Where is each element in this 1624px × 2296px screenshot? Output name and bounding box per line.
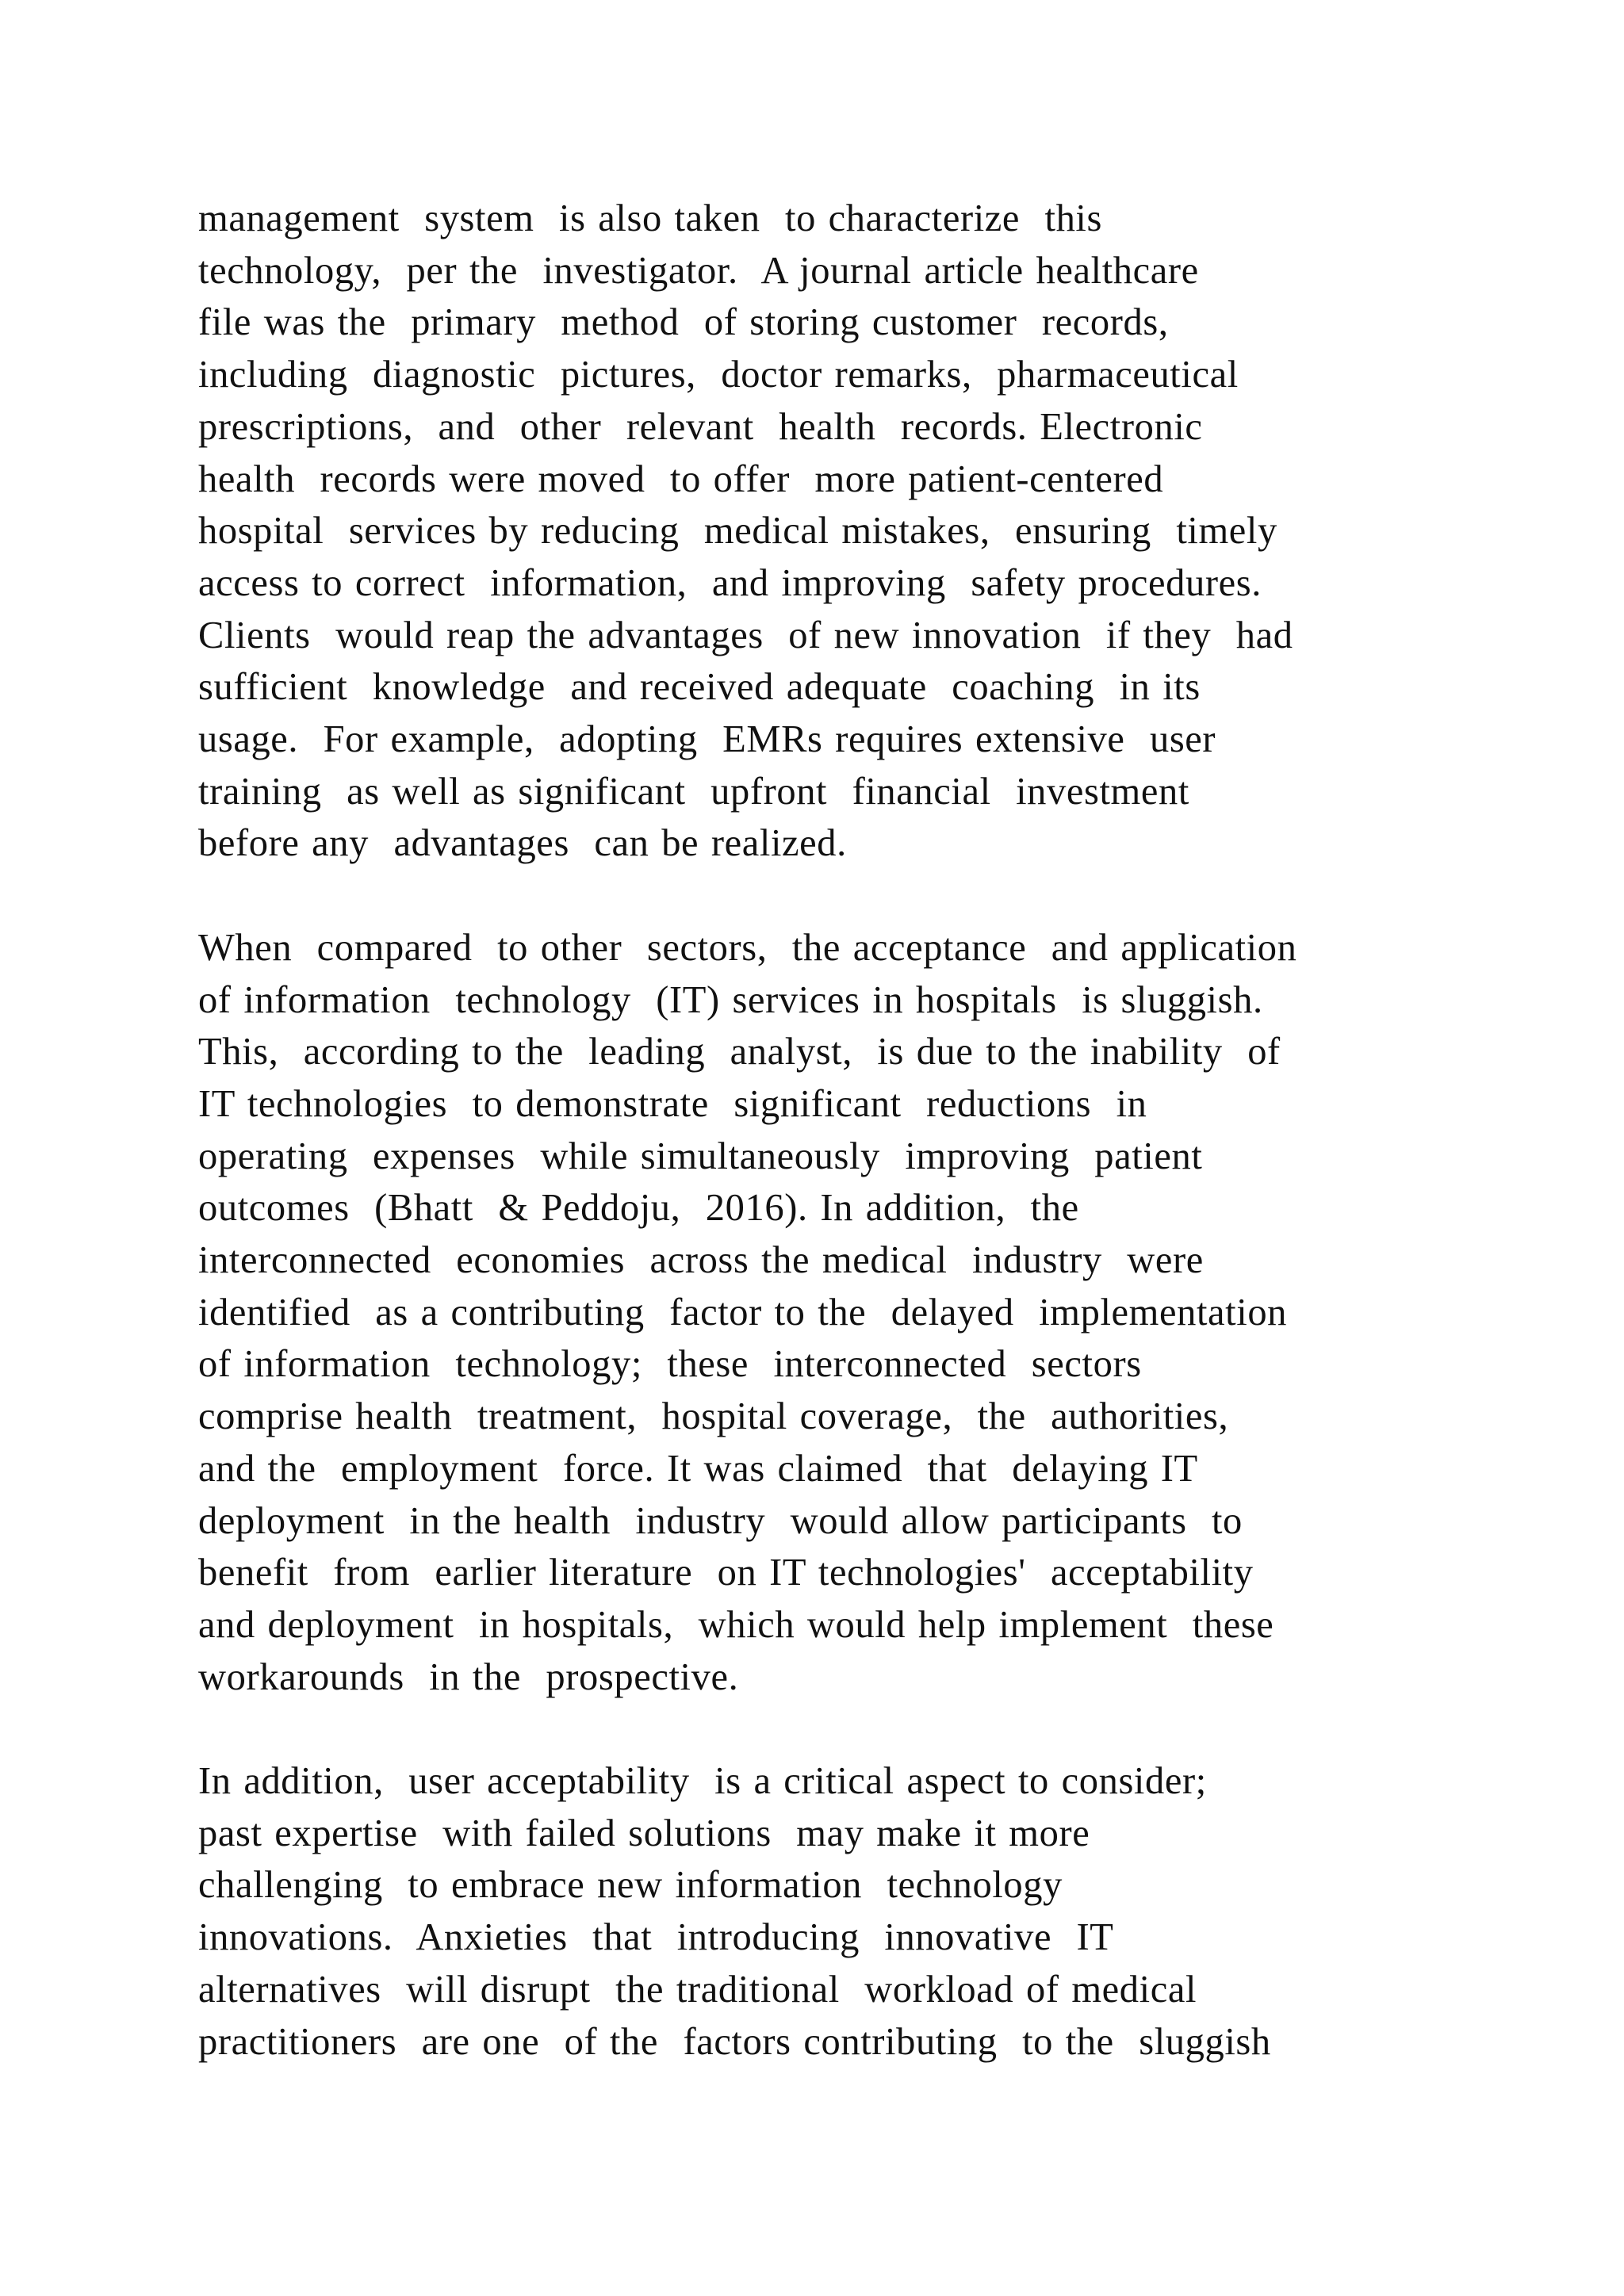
text-line: IT technologies to demonstrate significant reductions in [198, 1082, 1147, 1125]
text-line: technology, per the investigator. A journal article healthcare [198, 249, 1199, 292]
text-line: In addition, user acceptability is a critical aspect to consider; [198, 1760, 1207, 1803]
text-line: alternatives will disrupt the traditional workload of medical [198, 1968, 1197, 2011]
paragraph-2 [198, 922, 1483, 1704]
text-line: This, according to the leading analyst, is due to the inability of [198, 1031, 1281, 1073]
text-line: usage. For example, adopting EMRs requires extensive user [198, 718, 1216, 761]
text-line: deployment in the health industry would allow participants to [198, 1499, 1243, 1542]
text-line: management system is also taken to characterize this [198, 197, 1102, 239]
text-line: training as well as significant upfront financial investment [198, 770, 1189, 813]
text-line: file was the primary method of storing customer records, [198, 301, 1169, 344]
text-line: interconnected economies across the medical industry were [198, 1239, 1204, 1282]
text-line: of information technology (IT) services in hospitals is sluggish. [198, 978, 1263, 1021]
text-line: outcomes (Bhatt & Peddoju, 2016). In addition, the [198, 1187, 1079, 1230]
text-line: comprise health treatment, hospital coverage, the authorities, [198, 1395, 1229, 1438]
text-line: benefit from earlier literature on IT technologies' acceptability [198, 1552, 1254, 1594]
text-line: and the employment force. It was claimed that delaying IT [198, 1447, 1198, 1490]
text-line: operating expenses while simultaneously improving patient [198, 1135, 1203, 1177]
text-line: When compared to other sectors, the acceptance and application [198, 926, 1297, 969]
text-line: health records were moved to offer more patient-centered [198, 457, 1164, 500]
text-line: sufficient knowledge and received adequate coaching in its [198, 666, 1201, 709]
text-line: past expertise with failed solutions may make it more [198, 1812, 1090, 1854]
text-line: access to correct information, and improving safety procedures. [198, 561, 1262, 604]
text-line: and deployment in hospitals, which would help implement these [198, 1603, 1274, 1646]
text-line: identified as a contributing factor to the delayed implementation [198, 1291, 1288, 1334]
text-line: before any advantages can be realized. [198, 822, 847, 865]
body-text [198, 193, 1483, 2068]
paragraph-1 [198, 193, 1483, 870]
text-line: workarounds in the prospective. [198, 1655, 739, 1698]
text-line: prescriptions, and other relevant health records. Electronic [198, 405, 1203, 448]
text-line: including diagnostic pictures, doctor remarks, pharmaceutical [198, 354, 1239, 396]
text-line: hospital services by reducing medical mistakes, ensuring timely [198, 510, 1277, 553]
text-line: challenging to embrace new information technology [198, 1864, 1063, 1907]
paragraph-3 [198, 1755, 1483, 2068]
text-line: Clients would reap the advantages of new innovation if they had [198, 614, 1293, 656]
text-line: innovations. Anxieties that introducing innovative IT [198, 1916, 1114, 1959]
text-line: practitioners are one of the factors contributing to the sluggish [198, 2020, 1271, 2063]
text-line: of information technology; these interconnected sectors [198, 1343, 1142, 1386]
